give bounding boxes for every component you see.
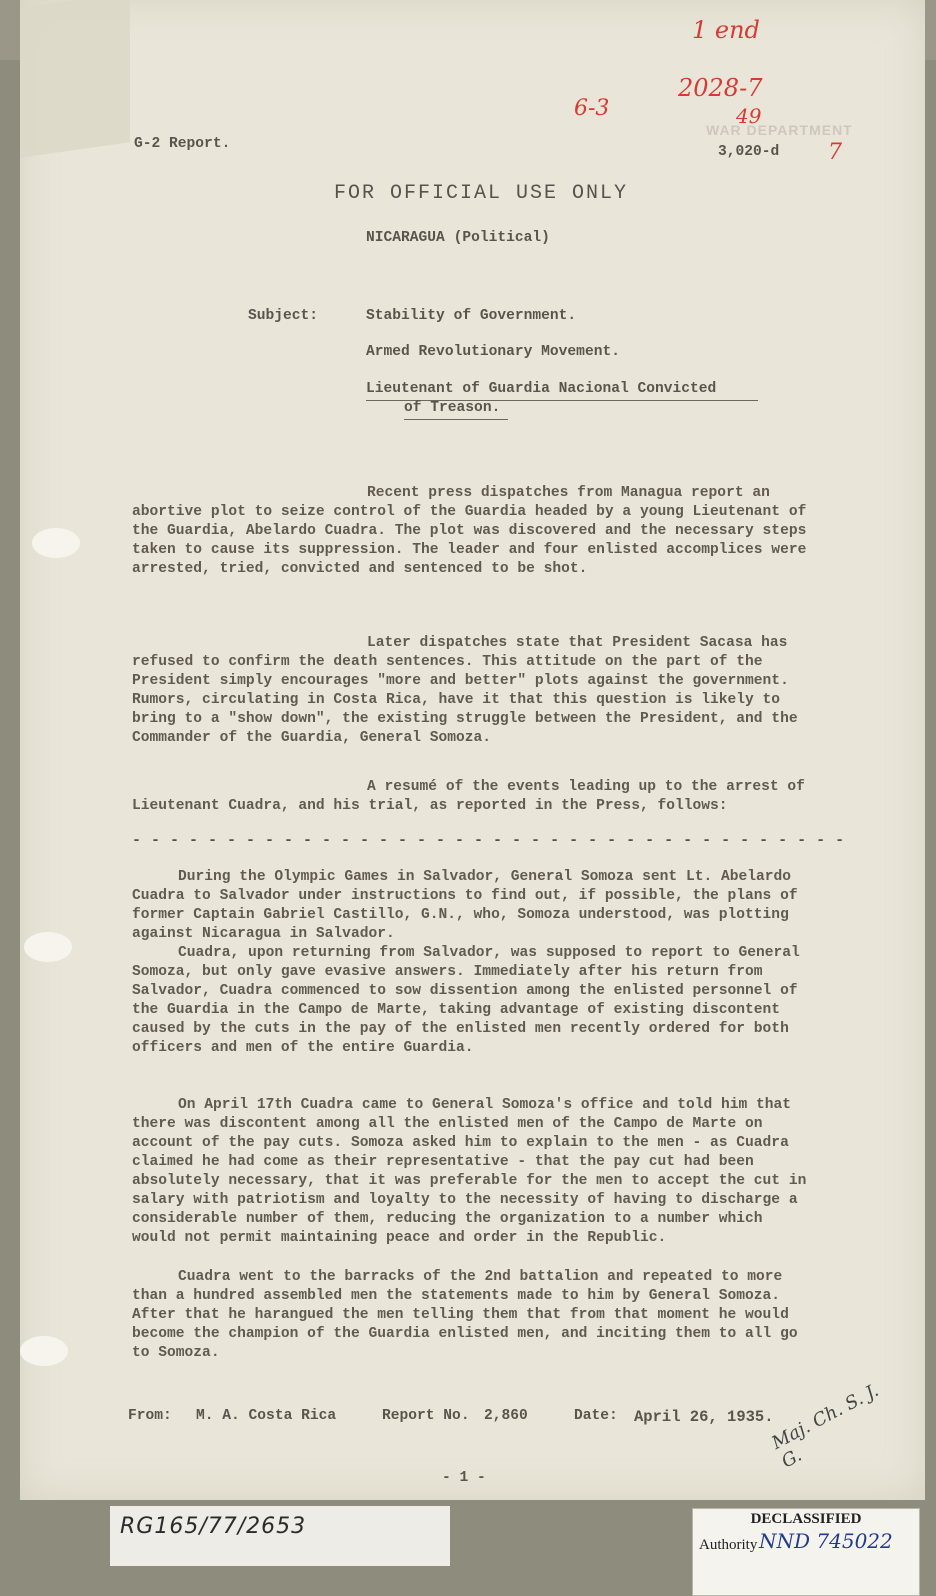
report-type: G-2 Report. xyxy=(134,136,231,152)
subject-underline xyxy=(404,419,508,420)
paragraph-7: Cuadra went to the barracks of the 2nd battalion and repeated to more than a hundred assembled men the statements made to him by General Somoza. After that he harangued the men telling them that from that moment he would become the champion of the Guardia enlisted men, and inciting them to all go to Somoza. xyxy=(132,1269,798,1361)
section-divider: - - - - - - - - - - - - - - - - - - - - - - - - - - - - - - - - - - - - - - xyxy=(132,832,845,849)
date-label: Date: xyxy=(574,1408,618,1424)
declassified-stamp xyxy=(692,1508,920,1596)
war-department-stamp: WAR DEPARTMENT xyxy=(706,122,853,138)
authority-value: NND 745022 xyxy=(759,1529,893,1553)
report-number-label: Report No. xyxy=(382,1408,470,1424)
file-number: 3,020-d xyxy=(718,144,780,160)
subject-line: Armed Revolutionary Movement. xyxy=(366,344,620,360)
paragraph-6: On April 17th Cuadra came to General Somoza's office and told him that there was discontent among all the enlisted men of the Campo de Marte on account of the pay cuts. Somoza asked him to explain to the men - as Cuadra claimed he had come as their representative - that the pay cut had been absolutely necessary, that it was preferable for the men to accept the cut in salary with patriotism and loyalty to the necessity of having to discharge a considerable number of them, reducing the organization to a number which would not permit maintaining peace and order in the Republic. xyxy=(132,1097,807,1246)
record-group-number: RG165/77/2653 xyxy=(120,1514,307,1539)
declassified-title: DECLASSIFIED xyxy=(750,1511,862,1527)
paragraph-5: Cuadra, upon returning from Salvador, was supposed to report to General Somoza, but only gave evasive answers. Immediately after his return from Salvador, Cuadra commenced to sow dissention among the enlisted personnel of the Guardia in the Campo de Marte, taking advantage of existing discontent caused by the cuts in the pay of the enlisted men recently ordered for both officers and men of the entire Guardia. xyxy=(132,945,800,1056)
from-label: From: xyxy=(128,1408,172,1424)
paragraph-4: During the Olympic Games in Salvador, General Somoza sent Lt. Abelardo Cuadra to Salvador under instructions to find out, if possible, the plans of former Captain Gabriel Castillo, G.N., who, Somoza understood, was plotting against Nicaragua in Salvador. xyxy=(132,869,798,942)
subject-line: of Treason. xyxy=(404,400,501,416)
paragraph-1: Recent press dispatches from Managua report an abortive plot to seize control of the Guardia headed by a young Lieutenant of the Guardia, Abelardo Cuadra. The plot was discovered and the necessary steps taken to cause its suppression. The leader and four enlisted accomplices were arrested, tried, convicted and sentenced to be shot. xyxy=(132,485,807,577)
authority-label: Authority xyxy=(699,1537,758,1553)
handwritten-initials: Maj. Ch. S. J. G. xyxy=(768,1380,883,1473)
subject-line: Stability of Government. xyxy=(366,308,577,324)
classification-stamp: FOR OFFICIAL USE ONLY xyxy=(334,182,629,205)
paragraph-3: A resumé of the events leading up to the arrest of Lieutenant Cuadra, and his trial, as reported in the Press, follows: xyxy=(132,779,805,814)
red-annotation-left: 6-3 xyxy=(574,96,610,121)
red-annotation-top: 1 end xyxy=(692,16,760,44)
paper-clip-fold xyxy=(20,0,130,158)
from-value: M. A. Costa Rica xyxy=(196,1408,337,1424)
punch-hole xyxy=(24,932,72,962)
report-number-value: 2,860 xyxy=(484,1408,528,1424)
page-number: - 1 - xyxy=(442,1470,486,1486)
red-annotation-sub: 49 xyxy=(736,104,762,128)
country-heading: NICARAGUA (Political) xyxy=(366,230,550,246)
date-value: April 26, 1935. xyxy=(634,1408,774,1426)
punch-hole xyxy=(32,528,80,558)
red-annotation-mark: 7 xyxy=(828,140,842,165)
red-annotation-file: 2028-7 xyxy=(678,74,763,102)
subject-label: Subject: xyxy=(248,308,319,324)
paragraph-2: Later dispatches state that President Sacasa has refused to confirm the death sentences. This attitude on the part of the President simply encourages "more and better" plots against the government. Rumors, circulating in Costa Rica, have it that this question is likely to bring to a "show down", the existing struggle between the President, and the Commander of the Guardia, General Somoza. xyxy=(132,635,798,746)
punch-hole xyxy=(20,1336,68,1366)
subject-line: Lieutenant of Guardia Nacional Convicted xyxy=(366,381,717,397)
